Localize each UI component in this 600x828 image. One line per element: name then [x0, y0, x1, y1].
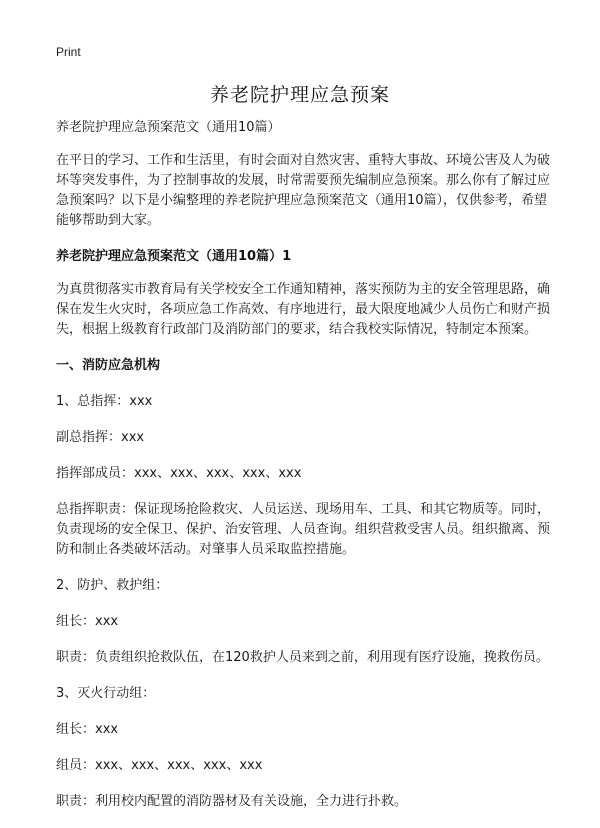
document-subtitle: 养老院护理应急预案范文（通用10篇）: [56, 120, 281, 135]
section-intro-paragraph: 为真贯彻落实市教育局有关学校安全工作通知精神，落实预防为主的安全管理思路，确保在发生火灾时，各项应急工作高效、有序地进行，最大限度地减少人员伤亡和财产损失，根据上级教育行政部门及消防部门的要求，结合我校实际情况，特制定本预案。: [56, 282, 551, 337]
item-command-members: 指挥部成员：xxx、xxx、xxx、xxx、xxx: [56, 466, 302, 481]
item-commander: 1、总指挥：xxx: [56, 394, 153, 409]
item-firefighting-members: 组员：xxx、xxx、xxx、xxx、xxx: [56, 758, 263, 773]
item-rescue-duties: 职责：负责组织抢救队伍，在120救护人员来到之前，利用现有医疗设施，挽救伤员。: [56, 650, 549, 665]
item-firefighting-duties: 职责：利用校内配置的消防器材及有关设施，全力进行扑救。: [56, 794, 408, 809]
item-rescue-leader: 组长：xxx: [56, 614, 119, 629]
document-body: [56, 118, 556, 812]
print-label[interactable]: Print: [56, 45, 81, 59]
item-deputy-commander: 副总指挥：xxx: [56, 430, 145, 445]
item-firefighting-leader: 组长：xxx: [56, 722, 119, 737]
section-title: 养老院护理应急预案范文（通用10篇）1: [56, 249, 292, 264]
item-commander-duties: 总指挥职责：保证现场抢险救灾、人员运送、现场用车、工具、和其它物质等。同时，负责现场的安全保卫、保护、治安管理、人员查询。组织营救受害人员。组织撤离、预防和制止各类破坏活动。对肇事人员采取监控措施。: [56, 502, 551, 557]
org-heading: 一、消防应急机构: [56, 358, 161, 373]
intro-paragraph: 在平日的学习、工作和生活里，有时会面对自然灾害、重特大事故、环境公害及人为破坏等突发事件，为了控制事故的发展，时常需要预先编制应急预案。那么你有了解过应急预案吗？以下是小编整理的养老院护理应急预案范文（通用10篇），仅供参考，希望能够帮助到大家。: [56, 153, 551, 228]
document-title: 养老院护理应急预案: [209, 84, 390, 106]
item-firefighting-group: 3、灭火行动组：: [56, 686, 156, 701]
item-rescue-group: 2、防护、救护组：: [56, 578, 169, 593]
